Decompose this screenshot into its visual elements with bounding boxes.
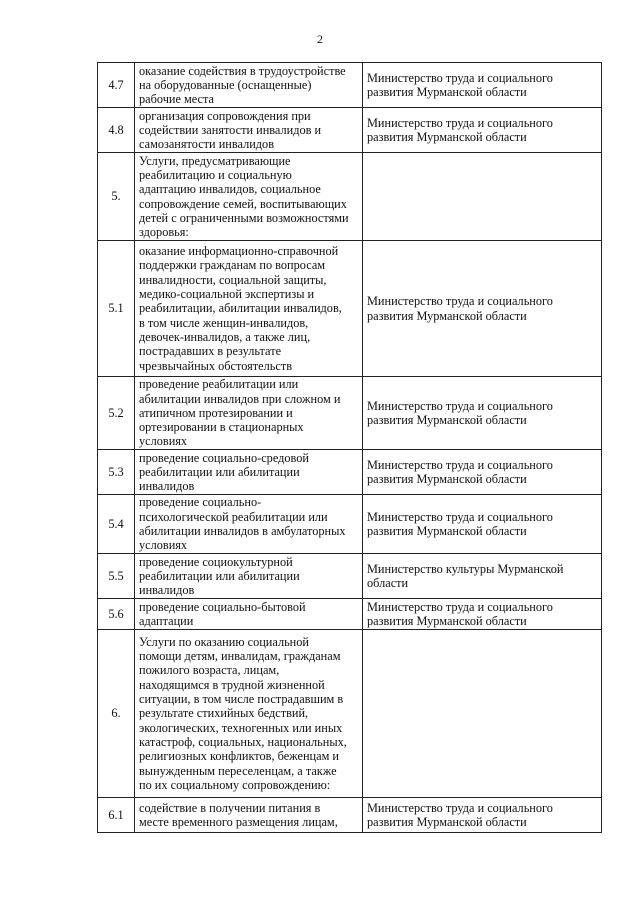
description-line: по их социальному сопровождению: [139,777,331,792]
responsible-organization [363,108,602,153]
responsible-organization [363,63,602,108]
description-line: инвалидности, социальной защиты, [139,272,327,287]
row-number: 5.5 [98,554,135,599]
table-row [98,554,602,599]
description-line: адаптацию инвалидов, социальное [139,182,321,197]
responsible-organization [363,241,602,377]
description-line: организация сопровождения при [139,108,311,123]
service-description [135,108,363,153]
description-line: инвалидов [139,479,195,494]
table-row [98,630,602,798]
description-line: атипичном протезировании и [139,405,293,420]
organization-line: Министерство труда и социального [367,599,553,614]
responsible-organization [363,599,602,630]
service-description [135,450,363,495]
row-number: 5.2 [98,377,135,450]
table-row [98,450,602,495]
description-line: содействии занятости инвалидов и [139,122,322,137]
description-line: проведение социально-средовой [139,450,309,465]
description-line: рабочие места [139,92,214,107]
organization-line: развития Мурманской области [367,413,527,427]
table-row [98,377,602,450]
description-line: поддержки гражданам по вопросам [139,258,326,273]
description-line: адаптации [139,614,194,628]
row-number: 5.6 [98,599,135,630]
organization-line: развития Мурманской области [367,472,527,486]
table-row [98,108,602,153]
description-line: религиозных конфликтов, беженцам и [139,749,340,764]
description-line: проведение реабилитации или [139,377,299,392]
responsible-organization [363,450,602,495]
organization-line: Министерство труда и социального [367,398,553,413]
service-description [135,153,363,241]
responsible-organization [363,377,602,450]
description-line: катастроф, социальных, национальных, [139,734,347,749]
description-line: абилитации инвалидов в амбулаторных [139,524,346,538]
description-line: девочек-инвалидов, а также лиц, [139,329,311,344]
row-number: 4.8 [98,108,135,153]
service-description [135,599,363,630]
description-line: месте временного размещения лицам, [139,815,338,829]
organization-line: развития Мурманской области [367,85,527,99]
description-line: здоровья: [139,225,189,240]
description-line: вынужденным переселенцам, а также [139,763,337,778]
responsible-organization [363,630,602,798]
description-line: оказание информационно-справочной [139,244,339,259]
description-line: медико-социальной экспертизы и [139,287,315,302]
organization-line: развития Мурманской области [367,524,527,538]
description-line: психологической реабилитации или [139,509,328,524]
service-description [135,630,363,798]
description-line: реабилитации, абилитации инвалидов, [139,301,342,316]
description-line: реабилитации или абилитации [139,464,300,479]
service-description [135,554,363,599]
description-line: инвалидов [139,583,195,598]
organization-line: развития Мурманской области [367,130,527,144]
description-line: проведение социально-бытовой [139,599,306,614]
description-line: условиях [139,538,188,553]
description-line: пожилого возраста, лицам, [139,663,280,678]
row-number: 5.4 [98,495,135,554]
row-number: 4.7 [98,63,135,108]
page-number: 2 [317,32,323,46]
description-line: ситуации, в том числе пострадавшим в [139,692,344,707]
organization-line: Министерство труда и социального [367,509,553,524]
organization-line: развития Мурманской области [367,815,527,829]
service-description [135,241,363,377]
table-row [98,153,602,241]
organization-line: Министерство труда и социального [367,457,553,472]
organization-line: Министерство труда и социального [367,70,553,85]
description-line: Услуги, предусматривающие [139,153,291,168]
organization-line: развития Мурманской области [367,614,527,628]
table-row [98,241,602,377]
description-line: чрезвычайных обстоятельств [139,358,293,373]
description-line: условиях [139,434,188,449]
description-line: в том числе женщин-инвалидов, [139,315,309,330]
row-number: 6. [98,630,135,798]
description-line: самозанятости инвалидов [139,137,275,152]
description-line: Услуги по оказанию социальной [139,634,309,649]
description-line: оказание содействия в трудоустройстве [139,63,346,78]
service-description [135,495,363,554]
description-line: содействие в получении питания в [139,800,321,815]
description-line: пострадавших в результате [139,344,282,359]
organization-line: Министерство труда и социального [367,800,553,815]
organization-line: области [367,576,409,590]
description-line: сопровождение семей, воспитывающих [139,196,347,211]
organization-line: развития Мурманской области [367,308,527,323]
services-table [97,62,602,833]
table-row [98,599,602,630]
description-line: детей с ограниченными возможностями [139,210,349,225]
organization-line: Министерство труда и социального [367,294,553,309]
responsible-organization [363,153,602,241]
table-row [98,63,602,108]
description-line: реабилитацию и социальную [139,167,292,182]
description-line: результате стихийных бедствий, [139,706,309,721]
description-line: проведение социально- [139,495,262,510]
description-line: находящимся в трудной жизненной [139,677,325,692]
row-number: 5. [98,153,135,241]
row-number: 5.1 [98,241,135,377]
table-row [98,798,602,833]
table-row [98,495,602,554]
description-line: абилитации инвалидов при сложном и [139,391,341,406]
service-description [135,63,363,108]
organization-line: Министерство культуры Мурманской [367,561,564,576]
responsible-organization [363,798,602,833]
service-description [135,798,363,833]
description-line: на оборудованные (оснащенные) [139,77,312,92]
row-number: 6.1 [98,798,135,833]
description-line: экологических, техногенных или иных [139,720,343,735]
organization-line: Министерство труда и социального [367,115,553,130]
row-number: 5.3 [98,450,135,495]
responsible-organization [363,554,602,599]
responsible-organization [363,495,602,554]
service-description [135,377,363,450]
description-line: помощи детям, инвалидам, гражданам [139,649,341,664]
description-line: ортезировании в стационарных [139,420,304,435]
description-line: проведение социокультурной [139,554,293,569]
description-line: реабилитации или абилитации [139,568,300,583]
